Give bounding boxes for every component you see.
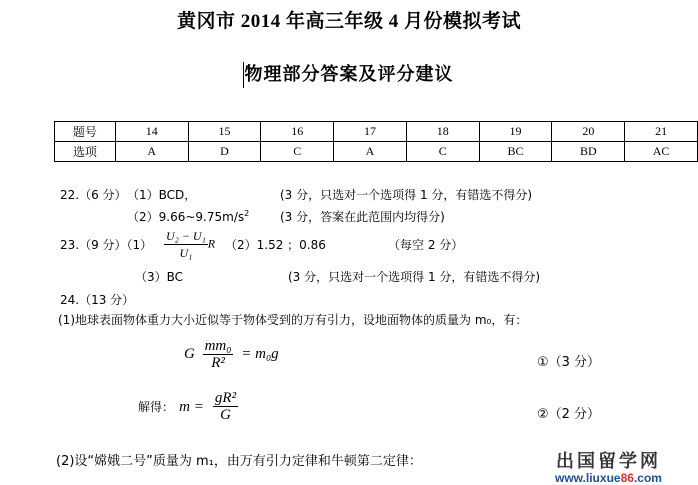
table-cell: 18: [406, 122, 479, 142]
q23-formula: [164, 228, 215, 261]
eq1-score-mark: ①（3 分）: [537, 355, 601, 370]
q23-part2: （2）1.52 ；0.86: [225, 238, 326, 252]
eq2-prefix: 解得：: [138, 400, 175, 414]
table-cell: A: [115, 142, 188, 162]
table-cell: 17: [334, 122, 407, 142]
answer-table: [54, 121, 698, 162]
q23-formula-denominator: U₁: [179, 246, 193, 260]
q22-part2-value: （2）9.66~9.75m/s: [127, 210, 245, 224]
eq1-rhs: = m₀g: [241, 345, 279, 362]
table-cell: BD: [552, 142, 625, 162]
q22-part2: [127, 208, 249, 225]
eq2-lhs: m =: [179, 399, 204, 415]
eq2-denominator: G: [220, 407, 231, 423]
url-prefix: www.liuxue: [555, 471, 621, 485]
q22-part2-sup: 2: [244, 209, 250, 218]
q23-part3-score: (3 分，只选对一个选项得 1 分，有错选不得分): [288, 270, 541, 284]
table-cell: A: [334, 142, 407, 162]
q24-part2-text: (2)设“嫦娥二号”质量为 m₁，由万有引力定律和牛顿第二定律：: [56, 454, 422, 469]
table-cell: 20: [552, 122, 625, 142]
q22-part1: （1）BCD，: [127, 188, 197, 202]
q24-part1-text: (1)地球表面物体重力大小近似等于物体受到的万有引力，设地面物体的质量为 m₀，有：: [58, 313, 528, 327]
table-cell: C: [261, 142, 334, 162]
row-label: 选项: [55, 142, 116, 162]
eq1-g: G: [184, 345, 195, 362]
url-number: 86: [620, 471, 634, 485]
q24-label: 24.（13 分）: [60, 293, 135, 307]
eq2-numerator: gR²: [214, 390, 237, 406]
q23-part3: （3）BC: [135, 270, 184, 284]
table-cell: BC: [479, 142, 552, 162]
document-subtitle: 物理部分答案及评分建议: [244, 64, 454, 84]
row-label: 题号: [55, 122, 116, 142]
q23-formula-numerator: U₂ − U₁: [166, 229, 206, 243]
table-row-answers: [55, 142, 698, 162]
q22-label: 22.（6 分）: [60, 188, 127, 202]
table-cell: 14: [115, 122, 188, 142]
url-suffix: .com: [633, 471, 662, 485]
table-cell: AC: [625, 142, 698, 162]
q24-equation-2: [138, 390, 238, 423]
table-cell: 15: [188, 122, 261, 142]
watermark-url: [555, 471, 662, 485]
q22-part1-score: (3 分，只选对一个选项得 1 分，有错选不得分): [280, 188, 533, 202]
table-row-questions: [55, 122, 698, 142]
watermark-site-name: 出国留学网: [555, 451, 661, 472]
table-cell: 21: [625, 122, 698, 142]
table-cell: D: [188, 142, 261, 162]
document-title: 黄冈市 2014 年高三年级 4 月份模拟考试: [176, 11, 521, 32]
eq1-numerator: mm₀: [204, 338, 232, 354]
table-cell: 19: [479, 122, 552, 142]
eq1-denominator: R²: [211, 355, 225, 371]
q23-label: 23.（9 分）（1）: [60, 238, 153, 252]
text-cursor: [243, 62, 244, 88]
watermark-logo: [555, 447, 662, 485]
q23-part2-score: （每空 2 分）: [388, 238, 464, 252]
q23-formula-r: R: [207, 236, 216, 251]
eq2-score-mark: ②（2 分）: [537, 407, 601, 422]
q24-equation-1: [184, 338, 279, 371]
table-cell: 16: [261, 122, 334, 142]
table-cell: C: [406, 142, 479, 162]
q22-part2-score: (3 分，答案在此范围内均得分): [280, 210, 445, 224]
